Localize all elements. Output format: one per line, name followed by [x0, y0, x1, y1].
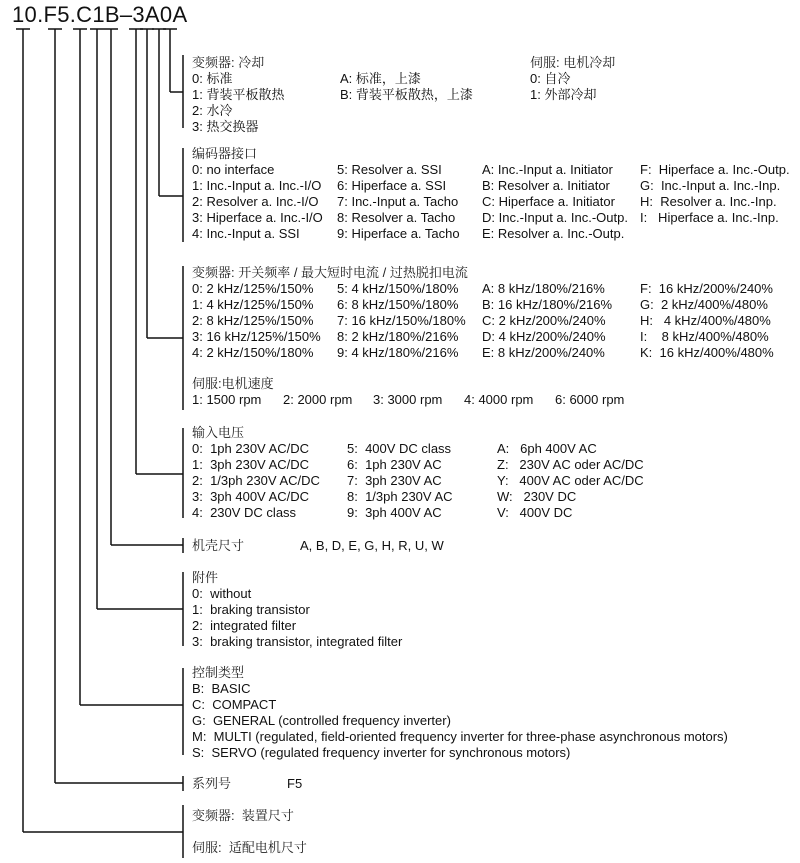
section-value-series: F5: [287, 776, 303, 791]
option-encoder: E: Resolver a. Inc.-Outp.: [482, 226, 625, 241]
option-accessories: 2: integrated filter: [192, 618, 297, 633]
option-switching: 6: 8 kHz/150%/180%: [337, 297, 459, 312]
option-voltage: 4: 230V DC class: [192, 505, 297, 520]
option-encoder: 8: Resolver a. Tacho: [337, 210, 456, 225]
option-voltage: 8: 1/3ph 230V AC: [347, 489, 453, 504]
section-value-housing: A, B, D, E, G, H, R, U, W: [300, 538, 444, 553]
option-accessories: 0: without: [192, 586, 252, 601]
section-title-servo-speed: 伺服:电机速度: [192, 376, 274, 391]
option-servo-speed: 3: 3000 rpm: [373, 392, 443, 407]
option-encoder: A: Inc.-Input a. Initiator: [482, 162, 613, 177]
section-title-encoder: 编码器接口: [192, 146, 258, 161]
option-cooling: 1: 外部冷却: [530, 87, 597, 102]
option-encoder: B: Resolver a. Initiator: [482, 178, 610, 193]
option-switching: 3: 16 kHz/125%/150%: [192, 329, 321, 344]
option-voltage: W: 230V DC: [497, 489, 577, 504]
option-encoder: F: Hiperface a. Inc.-Outp.: [640, 162, 790, 177]
option-voltage: 5: 400V DC class: [347, 441, 452, 456]
option-control: S: SERVO (regulated frequency inverter for synchronous motors): [192, 745, 571, 760]
option-cooling: A: 标准，上漆: [340, 71, 421, 86]
option-encoder: G: Inc.-Input a. Inc.-Inp.: [640, 178, 781, 193]
option-switching: E: 8 kHz/200%/240%: [482, 345, 605, 360]
section-title-accessories: 附件: [192, 570, 219, 585]
option-encoder: 4: Inc.-Input a. SSI: [192, 226, 300, 241]
option-cooling: 2: 水冷: [192, 103, 233, 118]
option-control: C: COMPACT: [192, 697, 277, 712]
option-encoder: 7: Inc.-Input a. Tacho: [337, 194, 459, 209]
option-voltage: 6: 1ph 230V AC: [347, 457, 442, 472]
option-encoder: C: Hiperface a. Initiator: [482, 194, 615, 209]
option-switching: 9: 4 kHz/180%/216%: [337, 345, 459, 360]
option-accessories: 3: braking transistor, integrated filter: [192, 634, 403, 649]
option-voltage: Z: 230V AC oder AC/DC: [497, 457, 644, 472]
option-cooling: 0: 自冷: [530, 71, 571, 86]
option-switching: F: 16 kHz/200%/240%: [640, 281, 773, 296]
option-accessories: 1: braking transistor: [192, 602, 310, 617]
option-switching: 4: 2 kHz/150%/180%: [192, 345, 314, 360]
option-encoder: 3: Hiperface a. Inc.-I/O: [192, 210, 323, 225]
option-switching: 2: 8 kHz/125%/150%: [192, 313, 314, 328]
option-switching: C: 2 kHz/200%/240%: [482, 313, 606, 328]
option-switching: 0: 2 kHz/125%/150%: [192, 281, 314, 296]
option-cooling: 0: 标准: [192, 71, 233, 86]
option-voltage: 3: 3ph 400V AC/DC: [192, 489, 310, 504]
option-encoder: 5: Resolver a. SSI: [337, 162, 442, 177]
option-control: G: GENERAL (controlled frequency inverter): [192, 713, 451, 728]
option-voltage: V: 400V DC: [497, 505, 573, 520]
option-switching: K: 16 kHz/400%/480%: [640, 345, 774, 360]
option-encoder: D: Inc.-Input a. Inc.-Outp.: [482, 210, 628, 225]
option-encoder: 1: Inc.-Input a. Inc.-I/O: [192, 178, 322, 193]
option-switching: I: 8 kHz/400%/480%: [640, 329, 769, 344]
section-title-series: 系列号: [192, 776, 232, 791]
section-title-switching: 变频器: 开关频率 / 最大短时电流 / 过热脱扣电流: [192, 265, 468, 280]
option-switching: 1: 4 kHz/125%/150%: [192, 297, 314, 312]
option-encoder: 2: Resolver a. Inc.-I/O: [192, 194, 319, 209]
option-switching: D: 4 kHz/200%/240%: [482, 329, 606, 344]
option-switching: H: 4 kHz/400%/480%: [640, 313, 771, 328]
option-voltage: 0: 1ph 230V AC/DC: [192, 441, 310, 456]
section-title-voltage: 输入电压: [192, 425, 245, 440]
option-voltage: A: 6ph 400V AC: [497, 441, 597, 456]
option-encoder: I: Hiperface a. Inc.-Inp.: [640, 210, 779, 225]
option-encoder: 6: Hiperface a. SSI: [337, 178, 447, 193]
option-switching: G: 2 kHz/400%/480%: [640, 297, 768, 312]
option-encoder: 9: Hiperface a. Tacho: [337, 226, 460, 241]
option-voltage: 1: 3ph 230V AC/DC: [192, 457, 310, 472]
option-encoder: H: Resolver a. Inc.-Inp.: [640, 194, 777, 209]
option-servo-speed: 1: 1500 rpm: [192, 392, 262, 407]
section-title-housing: 机壳尺寸: [192, 538, 245, 553]
section-title-size: 变频器: 装置尺寸: [192, 808, 294, 823]
option-encoder: 0: no interface: [192, 162, 275, 177]
section-subtitle-size: 伺服: 适配电机尺寸: [192, 840, 307, 855]
option-cooling: 3: 热交换器: [192, 119, 259, 134]
option-switching: B: 16 kHz/180%/216%: [482, 297, 613, 312]
type-code: 10.F5.C1B–3A0A: [12, 2, 188, 27]
option-control: B: BASIC: [192, 681, 251, 696]
option-cooling: 1: 背装平板散热: [192, 87, 285, 102]
option-switching: 7: 16 kHz/150%/180%: [337, 313, 466, 328]
option-voltage: 7: 3ph 230V AC: [347, 473, 442, 488]
section-title-control: 控制类型: [192, 665, 245, 680]
option-servo-speed: 6: 6000 rpm: [555, 392, 625, 407]
option-voltage: Y: 400V AC oder AC/DC: [497, 473, 644, 488]
option-servo-speed: 2: 2000 rpm: [283, 392, 353, 407]
section-title-servo-cooling: 伺服: 电机冷却: [530, 55, 616, 70]
option-control: M: MULTI (regulated, field-oriented frequency inverter for three-phase asynchronous motors): [192, 729, 728, 744]
option-cooling: B: 背装平板散热，上漆: [340, 87, 473, 102]
option-switching: 8: 2 kHz/180%/216%: [337, 329, 459, 344]
option-switching: A: 8 kHz/180%/216%: [482, 281, 605, 296]
option-switching: 5: 4 kHz/150%/180%: [337, 281, 459, 296]
section-title-cooling: 变频器: 冷却: [192, 55, 265, 70]
option-voltage: 9: 3ph 400V AC: [347, 505, 442, 520]
option-servo-speed: 4: 4000 rpm: [464, 392, 534, 407]
option-voltage: 2: 1/3ph 230V AC/DC: [192, 473, 320, 488]
